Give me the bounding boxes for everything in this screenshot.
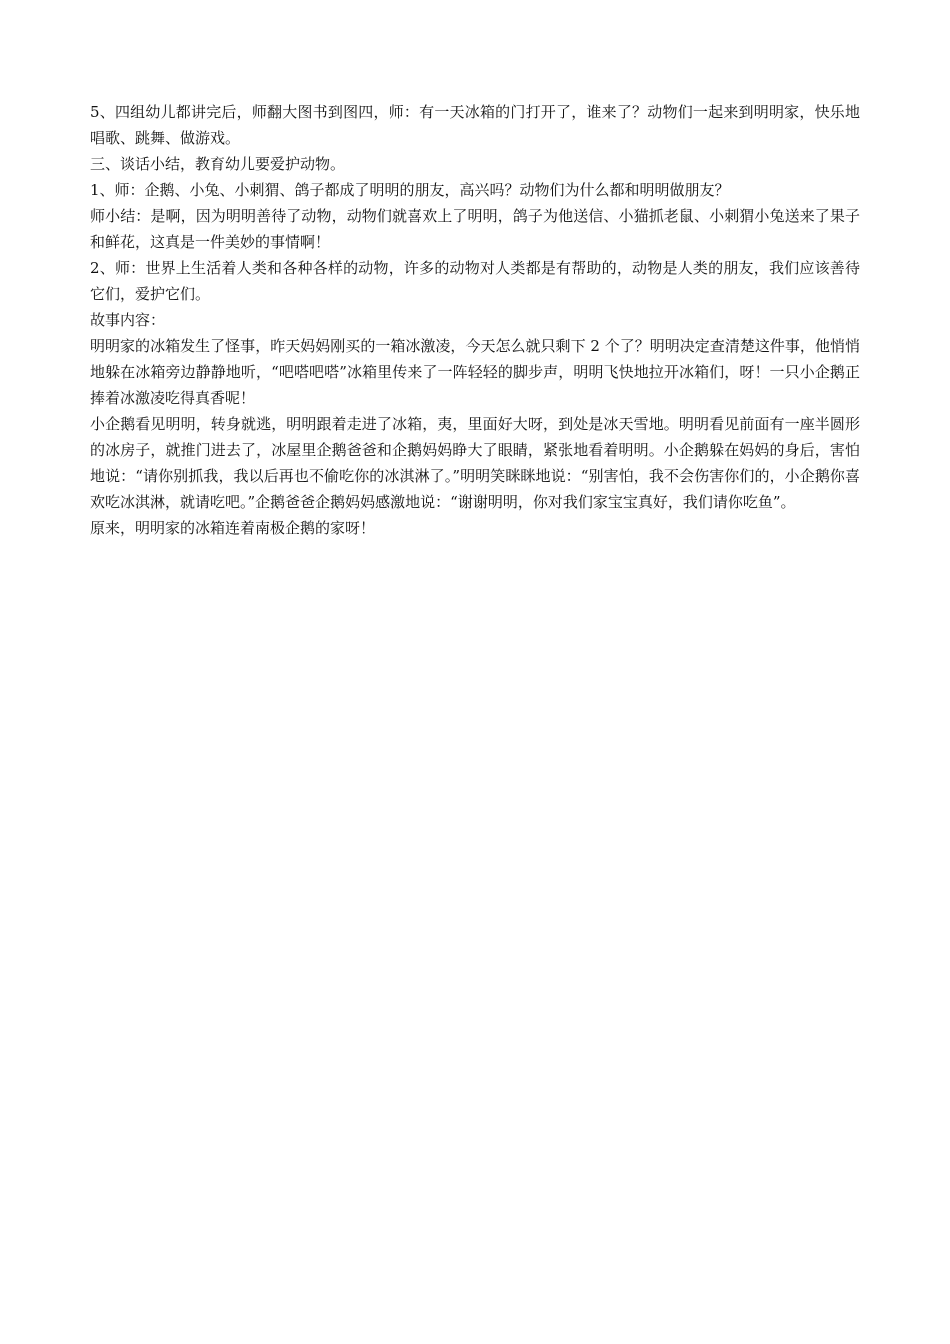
story-paragraph-2: 小企鹅看见明明，转身就逃，明明跟着走进了冰箱，夷，里面好大呀，到处是冰天雪地。明明看见前面有一座半圆形的冰房子，就推门进去了，冰屋里企鹅爸爸和企鹅妈妈睁大了眼睛，紧张地看着明明。小企鹅躲在妈妈的身后，害怕地说：“请你别抓我，我以后再也不偷吃你的冰淇淋了。”明明笑眯眯地说：“别害怕，我不会伤害你们的，小企鹅你喜欢吃冰淇淋，就请吃吧。”企鹅爸爸企鹅妈妈感激地说：“谢谢明明，你对我们家宝宝真好，我们请你吃鱼”。 (90, 415, 860, 511)
paragraph-teacher-summary: 师小结：是啊，因为明明善待了动物，动物们就喜欢上了明明，鸽子为他送信、小猫抓老鼠、小刺猬小兔送来了果子和鲜花，这真是一件美妙的事情啊！ (90, 207, 860, 251)
story-paragraph-1: 明明家的冰箱发生了怪事，昨天妈妈刚买的一箱冰激凌，今天怎么就只剩下 2 个了？明明决定查清楚这件事，他悄悄地躲在冰箱旁边静静地听，“吧嗒吧嗒”冰箱里传来了一阵轻轻的脚步声，明明飞快地拉开冰箱们，呀！一只小企鹅正捧着冰激凌吃得真香呢！ (90, 337, 860, 407)
section-heading-summary: 三、谈话小结，教育幼儿要爱护动物。 (90, 155, 346, 173)
document-page (90, 99, 860, 541)
paragraph-question-2: 2、师：世界上生活着人类和各种各样的动物，许多的动物对人类都是有帮助的，动物是人类的朋友，我们应该善待它们，爱护它们。 (90, 259, 860, 303)
paragraph-question-1: 1、师：企鹅、小兔、小刺猬、鸽子都成了明明的朋友，高兴吗？动物们为什么都和明明做朋友？ (90, 181, 730, 199)
story-heading: 故事内容： (90, 311, 166, 329)
paragraph-step-5: 5、四组幼儿都讲完后，师翻大图书到图四，师：有一天冰箱的门打开了，谁来了？动物们一起来到明明家，快乐地唱歌、跳舞、做游戏。 (90, 103, 860, 147)
story-paragraph-3: 原来，明明家的冰箱连着南极企鹅的家呀！ (90, 519, 376, 537)
